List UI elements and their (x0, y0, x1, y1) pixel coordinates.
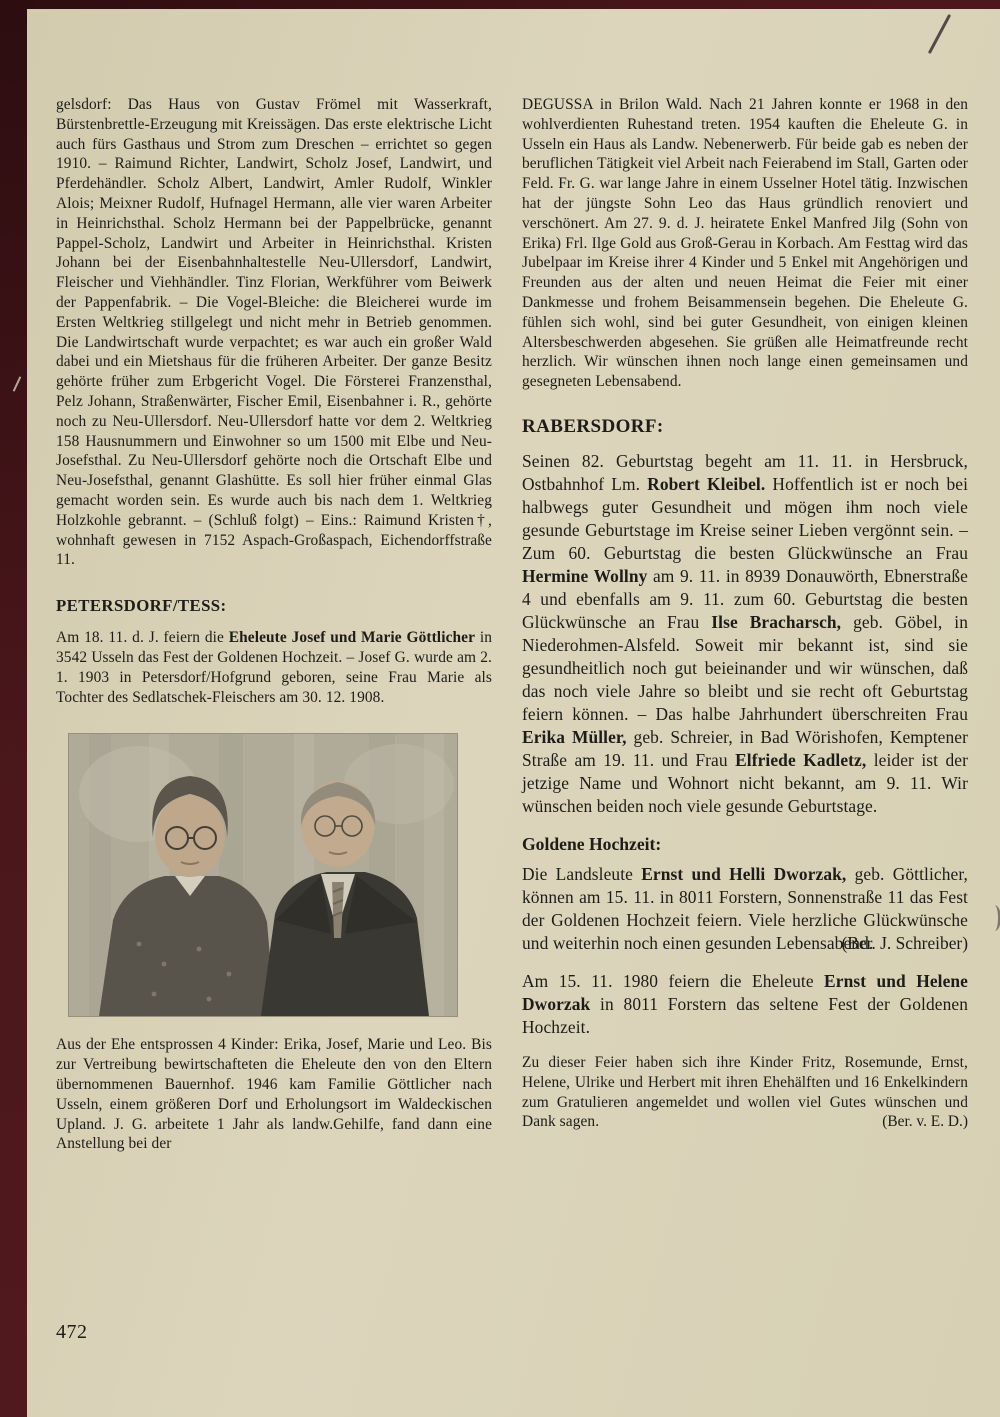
right-column (522, 95, 968, 1154)
page-number: 472 (56, 1321, 88, 1343)
couple-photo-illustration (69, 734, 457, 1016)
paragraph-goldene-hochzeit-closing: Zu dieser Feier haben sich ihre Kinder Fritz, Rosemunde, Ernst, Helene, Ulrike und Herbert mit ihren Ehehälften und 16 Enkelkindern zum Gratulieren angemeldet und wollen viel Gutes wünschen und Dank sagen. (522, 1053, 968, 1131)
section-heading-petersdorf-tess: PETERSDORF/TESS: (56, 596, 227, 616)
paragraph-goldene-hochzeit-2: Am 15. 11. 1980 feiern die Eheleute Ernst und Helene Dworzak in 8011 Forstern das seltene Fest der Goldenen Hochzeit. (522, 970, 969, 1037)
page-content (27, 9, 1000, 1154)
paragraph-continuation: gelsdorf: Das Haus von Gustav Frömel mit Wasserkraft, Bürstenbrettle-Erzeugung mit Kreissägen. Das erste elektrische Licht auch fürs Gasthaus und Strom zum Dreschen – errichtet so gegen 1910. – Raimund Richter, Landwirt, Scholz Josef, Landwirt, und Pferdehändler. Scholz Albert, Landwirt, Amler Rudolf, Winkler Alois; Meixner Rudolf, Hufnagel Hermann, alle vier waren Arbeiter in Heinrichsthal. Scholz Hermann bei der Pappelbrücke, genannt Pappel-Scholz, Landwirt und Arbeiter in Heinrichsthal. Kristen Johann bei der Eisenbahnhaltestelle Neu-Ullersdorf, Landwirt, Fleischer und Viehhändler. Tinz Florian, Werkführer vom Beiwerk der Pappenfabrik. – Die Vogel-Bleiche: die Bleicherei wurde im Ersten Weltkrieg stillgelegt und nicht mehr in Betrieb genommen. Die Landwirtschaft wurde verpachtet; es war auch ein großer Wald dabei und ein Mietshaus für die früheren Arbeiter. Der ganze Besitz gehörte früher zum Erbgericht Vogel. Die Försterei Franzensthal, Pelz Johann, Straßenwärter, Fischer Emil, Eisenbahner i. R., gehörte noch zu Neu-Ullersdorf. Neu-Ullersdorf hatte vor dem 2. Weltkrieg 158 Hausnummern und Einwohner so um 1500 mit Elbe und Neu-Josefsthal. Zu Neu-Ullersdorf gehörte noch die Ortschaft Elbe und Neu-Josefsthal, genannt Glashütte. Es soll hier früher einmal Glas gemacht worden sein. Es wurde auch bis nach dem 1. Weltkrieg Holzkohle gebrannt. – (Schluß folgt) – Eins.: Raimund Kristen†, wohnhaft gewesen in 7152 Aspach-Großaspach, Eichendorffstraße 11. (56, 96, 492, 569)
section-heading-goldene-hochzeit: Goldene Hochzeit: (522, 833, 662, 854)
byline-ed: (Ber. v. E. D.) (882, 1113, 968, 1131)
paragraph-petersdorf-intro: Am 18. 11. d. J. feiern die Eheleute Josef und Marie Göttlicher in 3542 Usseln das Fest der Goldenen Hochzeit. – Josef G. wurde am 2. 1. 1903 in Petersdorf/Hofgrund geboren, seine Frau Marie als Tochter des Sedlatschek-Fleischers am 30. 12. 1908. (56, 629, 493, 706)
margin-mark-artifact (13, 376, 22, 391)
scanned-page (27, 9, 1000, 1417)
paragraph-after-photo: Aus der Ehe entsprossen 4 Kinder: Erika, Josef, Marie und Leo. Bis zur Vertreibung bewirtschafteten die Eheleute den von den Eltern übernommenen Bauernhof. 1946 kam Familie Göttlicher nach Usseln, einem größeren Dorf und Erholungsort im Waldeckischen Upland. J. G. arbeitete 1 Jahr als landw.Gehilfe, fand dann eine Anstellung bei der (56, 1036, 492, 1153)
paragraph-goldene-hochzeit-1: Die Landsleute Ernst und Helli Dworzak, geb. Göttlicher, können am 15. 11. in 8011 Forstern, Sonnenstraße 11 das Fest der Goldenen Hochzeit feiern. Viele herzliche Glückwünsche und weiterhin noch einen gesunden Lebensabend. (522, 863, 968, 953)
paragraph-rabersdorf: Seinen 82. Geburtstag begeht am 11. 11. in Hersbruck, Ostbahnhof Lm. Robert Kleibel. Hoffentlich ist er noch bei halbwegs guter Gesundheit und mögen ihm noch viele gesunde Geburtstage im Kreise seiner Lieben vergönnt sein. – Zum 60. Geburtstag die besten Glückwünsche an Frau Hermine Wollny am 9. 11. in 8939 Donauwörth, Ebnerstraße 4 und ebenfalls am 9. 11. zum 60. Geburtstag die besten Glückwünsche an Frau Ilse Bracharsch, geb. Göbel, in Niederohmen-Alsfeld. Soweit mir bekannt ist, sind sie gesundheitlich noch gut beieinander und wir wünschen, daß das noch viele Jahre so bleibt und sie recht oft Geburtstag feiern können. – Das halbe Jahrhundert überschreiten Frau Erika Müller, geb. Schreier, in Bad Wörishofen, Kemptener Straße am 19. 11. und Frau Elfriede Kadletz, leider ist der jetzige Name und Wohnort nicht bekannt, am 9. 11. Wir wünschen beiden noch viele gesunde Geburtstage. (522, 450, 969, 816)
paragraph-degussa: DEGUSSA in Brilon Wald. Nach 21 Jahren konnte er 1968 in den wohlverdienten Ruhestand treten. 1954 kauften die Eheleute G. in Usseln ein Haus als Landw. Nebenerwerb. Für beide gab es neben der beruflichen Tätigkeit viel Arbeit nach Feierabend im Stall, Garten oder Feld. Fr. G. war lange Jahre in einem Usselner Hotel tätig. Inzwischen hat der jüngste Sohn Leo das Haus gründlich renoviert und verschönert. Am 27. 9. d. J. heiratete Enkel Manfred Jilg (Sohn von Erika) Frl. Ilge Gold aus Groß-Gerau in Korbach. Am Festtag wird das Jubelpaar im Kreise ihrer 4 Kinder und 5 Enkel mit Angehörigen und Freunden aus der alten und neuen Heimat die Feier mit einer Dankmesse und frohem Beisammensein begehen. Die Eheleute G. fühlen sich wohl, sind bei guter Gesundheit, von einigen kleinen Altersbeschwerden abgesehen. Sie grüßen alle Heimatfreunde recht herzlich. Wir wünschen ihnen noch lange einen gemeinsamen und gesegneten Lebensabend. (522, 96, 968, 391)
couple-photo (68, 733, 458, 1017)
byline-schreiber: (Ber. J. Schreiber) (841, 932, 968, 953)
section-heading-rabersdorf: RABERSDORF: (522, 415, 664, 437)
edge-mark-artifact (988, 905, 1000, 931)
left-column (56, 95, 492, 1154)
